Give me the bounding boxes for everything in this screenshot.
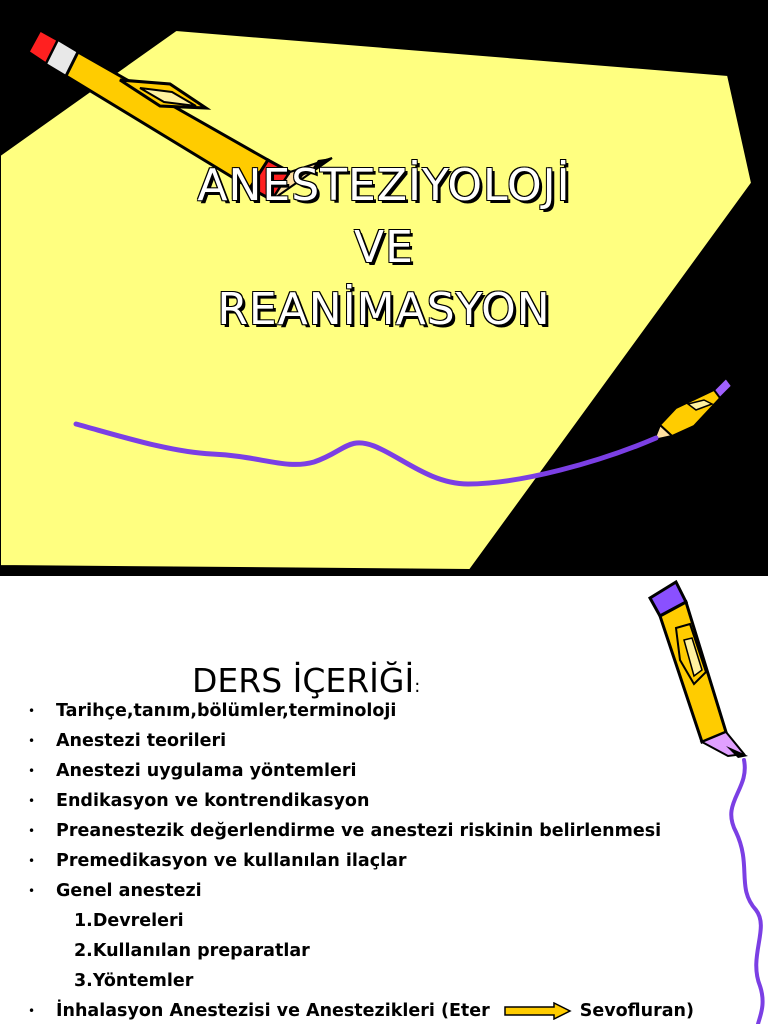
title-line-1: ANESTEZİYOLOJİ	[197, 160, 571, 211]
slide-heading	[192, 661, 420, 700]
list-item-text: Preanestezik değerlendirme ve anestezi riskinin belirlenmesi	[56, 821, 662, 841]
arrow-icon	[504, 1002, 572, 1020]
list-item-text-after: Sevofluran)	[579, 1001, 695, 1021]
title-line-3: REANİMASYON	[217, 284, 551, 335]
bullet: •	[28, 704, 36, 718]
sub-item-text: 2.Kullanılan preparatlar	[74, 941, 310, 961]
heading-text: DERS İÇERİĞİ	[192, 661, 415, 700]
bullet: •	[28, 884, 36, 898]
list-item-text: Tarihçe,tanım,bölümler,terminoloji	[56, 701, 397, 721]
list-item-text-before: İnhalasyon Anestezisi ve Anestezikleri (Eter	[56, 1001, 490, 1021]
bullet: •	[28, 764, 36, 778]
sub-item-text: 3.Yöntemler	[74, 971, 194, 991]
small-pencil-icon	[654, 378, 732, 440]
bullet: •	[28, 794, 36, 808]
bullet: •	[28, 824, 36, 838]
title-line-2: VE	[354, 222, 414, 273]
bullet: •	[28, 1004, 36, 1018]
list-item-text: Anestezi uygulama yöntemleri	[56, 761, 357, 781]
list-item-text: Genel anestezi	[56, 881, 202, 901]
heading-colon: :	[414, 676, 421, 697]
list-item-text	[56, 996, 694, 1024]
pencil-icon	[650, 582, 748, 758]
content-slide	[0, 576, 768, 1024]
list-item-text: Premedikasyon ve kullanılan ilaçlar	[56, 851, 407, 871]
list-item-text: Anestezi teorileri	[56, 731, 227, 751]
bullet: •	[28, 734, 36, 748]
bullet: •	[28, 854, 36, 868]
sub-item-text: 1.Devreleri	[74, 911, 184, 931]
list-item-text: Endikasyon ve kontrendikasyon	[56, 791, 370, 811]
scribble-line	[731, 760, 762, 1024]
